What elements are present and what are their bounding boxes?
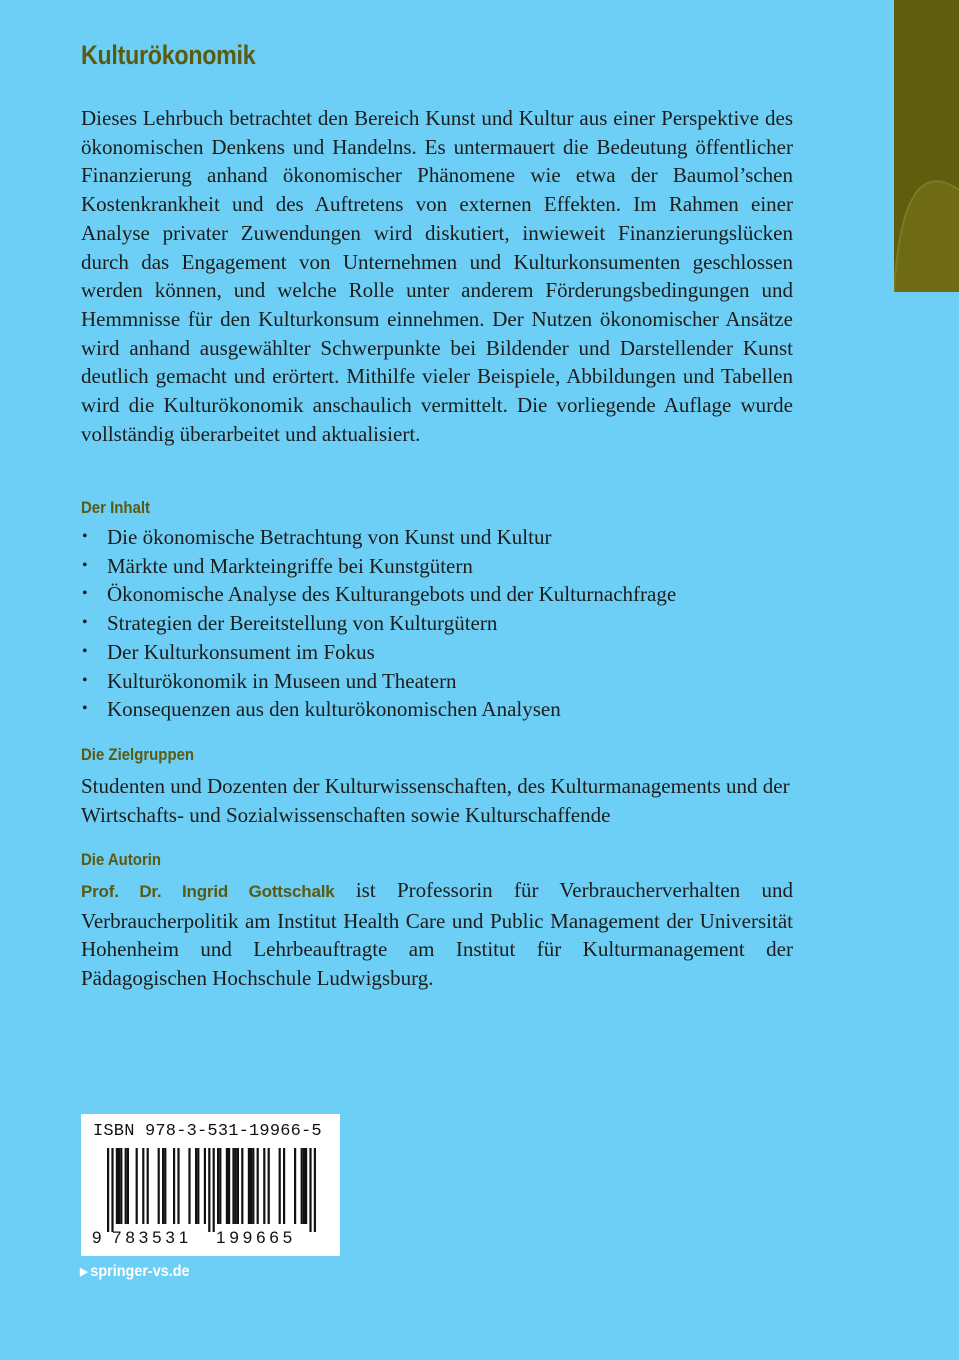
barcode-bar [263,1148,265,1224]
barcode-bar [107,1148,109,1232]
barcode-bar [158,1148,160,1224]
barcode-bar [127,1148,129,1224]
corner-decoration [894,0,959,292]
barcode-bar [283,1148,285,1224]
barcode-bar [120,1148,122,1224]
barcode-group-right: 199665 [216,1228,297,1247]
list-item: • Märkte und Markteingriffe bei Kunstgütern [81,552,793,581]
barcode-bar [241,1148,243,1224]
list-item: • Kulturökonomik in Museen und Theatern [81,667,793,696]
barcode-lead-digit: 9 [92,1228,102,1247]
barcode-bar [305,1148,307,1224]
barcode-bar [257,1148,259,1224]
book-title: Kulturökonomik [81,40,256,70]
list-item: • Der Kulturkonsument im Fokus [81,638,793,667]
barcode-bar [164,1148,166,1224]
barcode-bar [147,1148,149,1224]
barcode-bar [217,1148,219,1224]
barcode-bar [219,1148,221,1224]
isbn-barcode-box [81,1114,340,1256]
isbn-label: ISBN 978-3-531-19966-5 [93,1122,322,1141]
barcode-bar [303,1148,305,1224]
author-heading: Die Autorin [81,850,162,869]
barcode-bar [232,1148,234,1224]
barcode-bar [173,1148,175,1224]
barcode-bar [142,1148,144,1224]
barcode-bar [188,1148,190,1224]
barcode-bar [301,1148,303,1224]
barcode-bar [195,1148,197,1224]
corner-curve [894,0,959,292]
barcode-bar [250,1148,252,1224]
barcode-bar [213,1148,215,1232]
barcode [94,1148,328,1232]
barcode-bar [204,1148,206,1224]
target-groups-heading: Die Zielgruppen [81,745,195,764]
barcode-bar [226,1148,228,1224]
barcode-bar [252,1148,254,1224]
book-description: Dieses Lehrbuch betrachtet den Bereich Kunst und Kultur aus einer Perspektive des ökonomischen Denkens und Handelns. Es untermauert die Bedeutung öffentlicher Finanzierung anhand ökonomischer Phänomene wie etwa der Baumol’schen Kostenkrankheit und des Auftretens von externen Effekten. Im Rahmen einer Analyse privater Zuwendungen wird diskutiert, inwieweit Finanzierungslücken durch das Engagement von Unternehmen und Kulturkonsumenten geschlossen werden können, und welche Rolle unter anderem Förderungsbedingungen und Hemmnisse für den Kulturkonsum einnehmen. Der Nutzen ökonomischer Ansätze wird anhand ausgewählter Schwerpunkte bei Bildender und Darstellender Kunst deutlich gemacht und erörtert. Mithilfe vieler Beispiele, Abbildungen und Tabellen wird die Kulturökonomik anschaulich vermittelt. Die vorliegende Auflage wurde vollständig überarbeitet und aktualisiert. [81,106,793,446]
barcode-bar [294,1148,296,1224]
author-name: Prof. Dr. Ingrid Gottschalk [81,882,335,901]
target-groups-text: Studenten und Dozenten der Kulturwissenschaften, des Kulturmanagements und der Wirtschafts- und Sozialwissenschaften sowie Kulturschaffende [81,774,790,827]
barcode-bar [162,1148,164,1224]
list-item: • Strategien der Bereitstellung von Kulturgütern [81,609,793,638]
barcode-bar [125,1148,127,1224]
barcode-bar [177,1148,179,1224]
list-item: • Ökonomische Analyse des Kulturangebots und der Kulturnachfrage [81,580,793,609]
list-item: • Konsequenzen aus den kulturökonomischen Analysen [81,695,793,724]
barcode-bar [208,1148,210,1232]
contents-list [81,523,793,724]
barcode-bar [197,1148,199,1224]
barcode-bar [314,1148,316,1232]
barcode-bar [228,1148,230,1224]
barcode-bar [136,1148,138,1224]
barcode-bar [116,1148,118,1224]
author-bio-text: ist Professorin für Verbraucherverhalten und Verbraucherpolitik am Institut Health Care und Public Management der Universität Hohenheim und Lehrbeauftragte am Institut für Kulturmanagement der Pädagogischen Hochschule Ludwigsburg. [81,878,793,991]
barcode-bar [248,1148,250,1224]
list-item: • Die ökonomische Betrachtung von Kunst und Kultur [81,523,793,552]
barcode-bar [268,1148,270,1224]
barcode-bar [279,1148,281,1224]
barcode-group-left: 783531 [112,1228,193,1247]
barcode-bar [237,1148,239,1224]
barcode-bar [111,1148,113,1232]
barcode-bar [309,1148,311,1232]
contents-heading: Der Inhalt [81,498,150,517]
barcode-bar [118,1148,120,1224]
triangle-right-icon: ▶ [80,1266,88,1278]
website-url: springer-vs.de [90,1263,190,1280]
author-bio [81,876,793,993]
website-link[interactable] [80,1263,190,1281]
barcode-bar [235,1148,237,1224]
